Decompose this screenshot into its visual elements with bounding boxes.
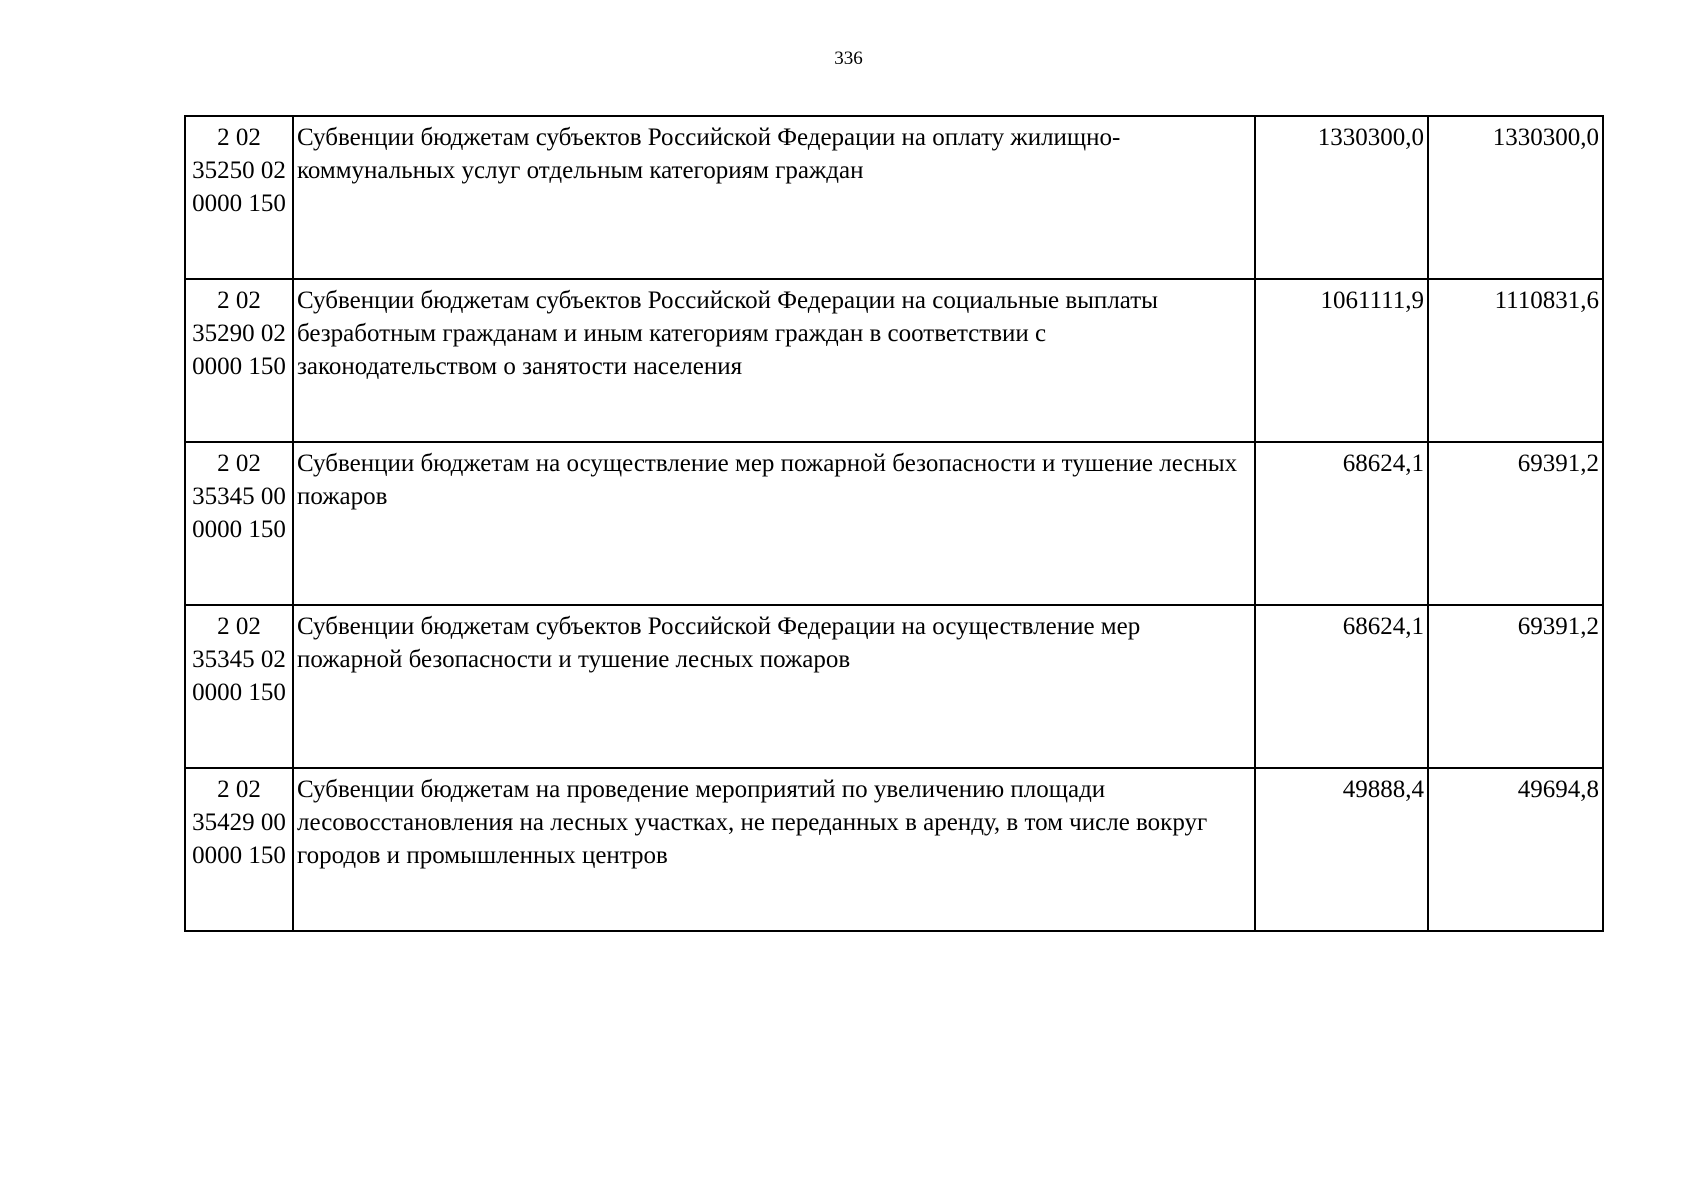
budget-code-line: 0000 150 xyxy=(192,190,286,217)
budget-code-line: 0000 150 xyxy=(192,842,286,869)
value-cell-1: 68624,1 xyxy=(1255,442,1428,605)
budget-code-line: 35290 02 xyxy=(192,320,286,347)
table-row xyxy=(185,116,1603,279)
page-number: 336 xyxy=(834,48,863,69)
value-cell-2: 69391,2 xyxy=(1428,442,1603,605)
budget-code-line: 35429 00 xyxy=(192,809,286,836)
table-row xyxy=(185,605,1603,768)
value-cell-2: 69391,2 xyxy=(1428,605,1603,768)
budget-code-line: 35345 00 xyxy=(192,483,286,510)
value-cell-1: 1330300,0 xyxy=(1255,116,1428,279)
budget-code-cell xyxy=(185,442,293,605)
description-cell: Субвенции бюджетам субъектов Российской Федерации на социальные выплаты безработным гражданам и иным категориям граждан в соответствии с законодательством о занятости населения xyxy=(293,279,1255,442)
description-cell: Субвенции бюджетам на осуществление мер пожарной безопасности и тушение лесных пожаров xyxy=(293,442,1255,605)
budget-code-line: 2 02 xyxy=(217,124,261,151)
value-cell-1: 49888,4 xyxy=(1255,768,1428,931)
budget-code-line: 2 02 xyxy=(217,287,261,314)
value-cell-2: 49694,8 xyxy=(1428,768,1603,931)
description-cell: Субвенции бюджетам субъектов Российской Федерации на оплату жилищно-коммунальных услуг отдельным категориям граждан xyxy=(293,116,1255,279)
budget-code-cell xyxy=(185,279,293,442)
description-cell: Субвенции бюджетам на проведение мероприятий по увеличению площади лесовосстановления на лесных участках, не переданных в аренду, в том числе вокруг городов и промышленных центров xyxy=(293,768,1255,931)
budget-code-cell xyxy=(185,116,293,279)
description-cell: Субвенции бюджетам субъектов Российской Федерации на осуществление мер пожарной безопасности и тушение лесных пожаров xyxy=(293,605,1255,768)
budget-code-line: 35345 02 xyxy=(192,646,286,673)
budget-code-line: 35250 02 xyxy=(192,157,286,184)
value-cell-1: 68624,1 xyxy=(1255,605,1428,768)
value-cell-1: 1061111,9 xyxy=(1255,279,1428,442)
budget-code-line: 2 02 xyxy=(217,613,261,640)
budget-code-line: 0000 150 xyxy=(192,516,286,543)
table-row xyxy=(185,442,1603,605)
budget-code-line: 2 02 xyxy=(217,776,261,803)
table-row xyxy=(185,279,1603,442)
budget-code-cell xyxy=(185,768,293,931)
budget-code-line: 2 02 xyxy=(217,450,261,477)
value-cell-2: 1110831,6 xyxy=(1428,279,1603,442)
table-row xyxy=(185,768,1603,931)
budget-code-line: 0000 150 xyxy=(192,353,286,380)
budget-code-cell xyxy=(185,605,293,768)
budget-code-line: 0000 150 xyxy=(192,679,286,706)
budget-table xyxy=(184,115,1604,932)
value-cell-2: 1330300,0 xyxy=(1428,116,1603,279)
